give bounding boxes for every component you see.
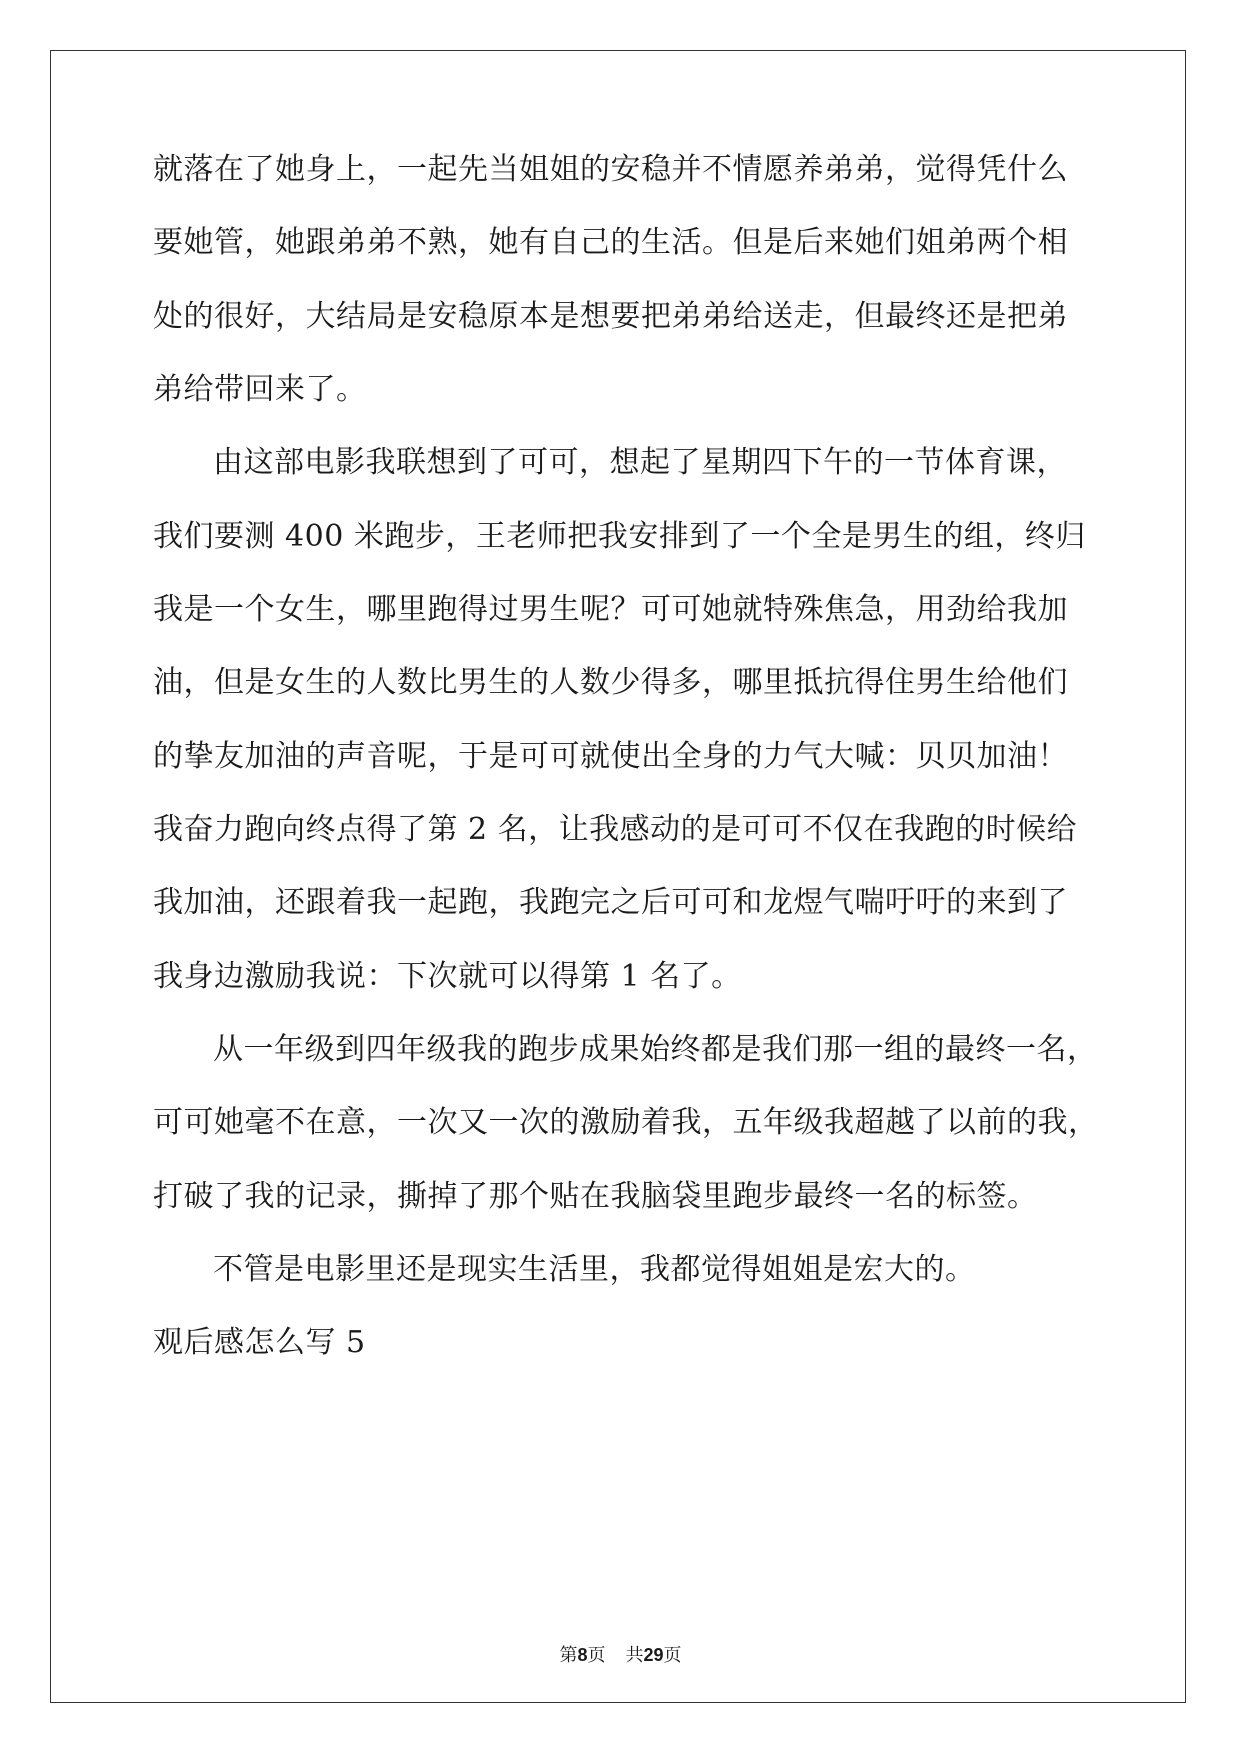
total-suffix: 页	[663, 1645, 682, 1666]
total-prefix: 共	[625, 1645, 644, 1666]
text-line: 打破了我的记录，撕掉了那个贴在我脑袋里跑步最终一名的标签。	[153, 1179, 1038, 1214]
text-line: 弟给带回来了。	[153, 372, 367, 407]
text-line: 就落在了她身上，一起先当姐姐的安稳并不情愿养弟弟，觉得凭什么	[153, 152, 1068, 187]
page-prefix: 第	[559, 1645, 578, 1666]
text-line: 处的很好，大结局是安稳原本是想要把弟弟给送走，但最终还是把弟	[153, 299, 1068, 334]
text-line: 由这部电影我联想到了可可，想起了星期四下午的一节体育课，	[213, 445, 1067, 480]
page-suffix: 页	[587, 1645, 606, 1666]
text-line: 我奋力跑向终点得了第 2 名，让我感动的是可可不仅在我跑的时候给	[153, 812, 1078, 847]
page-footer	[0, 1643, 1241, 1668]
text-line: 我加油，还跟着我一起跑，我跑完之后可可和龙煜气喘吁吁的来到了	[153, 885, 1068, 920]
total-pages: 29	[643, 1645, 664, 1665]
text-line: 我身边激励我说：下次就可以得第 1 名了。	[153, 959, 742, 994]
text-line: 的挚友加油的声音呢，于是可可就使出全身的力气大喊：贝贝加油！	[153, 739, 1068, 774]
text-line: 不管是电影里还是现实生活里，我都觉得姐姐是宏大的。	[213, 1252, 976, 1287]
page-number: 8	[577, 1645, 588, 1665]
text-line: 油，但是女生的人数比男生的人数少得多，哪里抵抗得住男生给他们	[153, 665, 1068, 700]
text-line: 我们要测 400 米跑步，王老师把我安排到了一个全是男生的组，终归	[153, 519, 1086, 554]
text-line: 我是一个女生，哪里跑得过男生呢？可可她就特殊焦急，用劲给我加	[153, 592, 1068, 627]
text-line: 要她管，她跟弟弟不熟，她有自己的生活。但是后来她们姐弟两个相	[153, 225, 1068, 260]
section-heading: 观后感怎么写 5	[153, 1325, 366, 1360]
text-line: 可可她毫不在意，一次又一次的激励着我，五年级我超越了以前的我，	[153, 1105, 1099, 1140]
text-line: 从一年级到四年级我的跑步成果始终都是我们那一组的最终一名，	[213, 1032, 1098, 1067]
